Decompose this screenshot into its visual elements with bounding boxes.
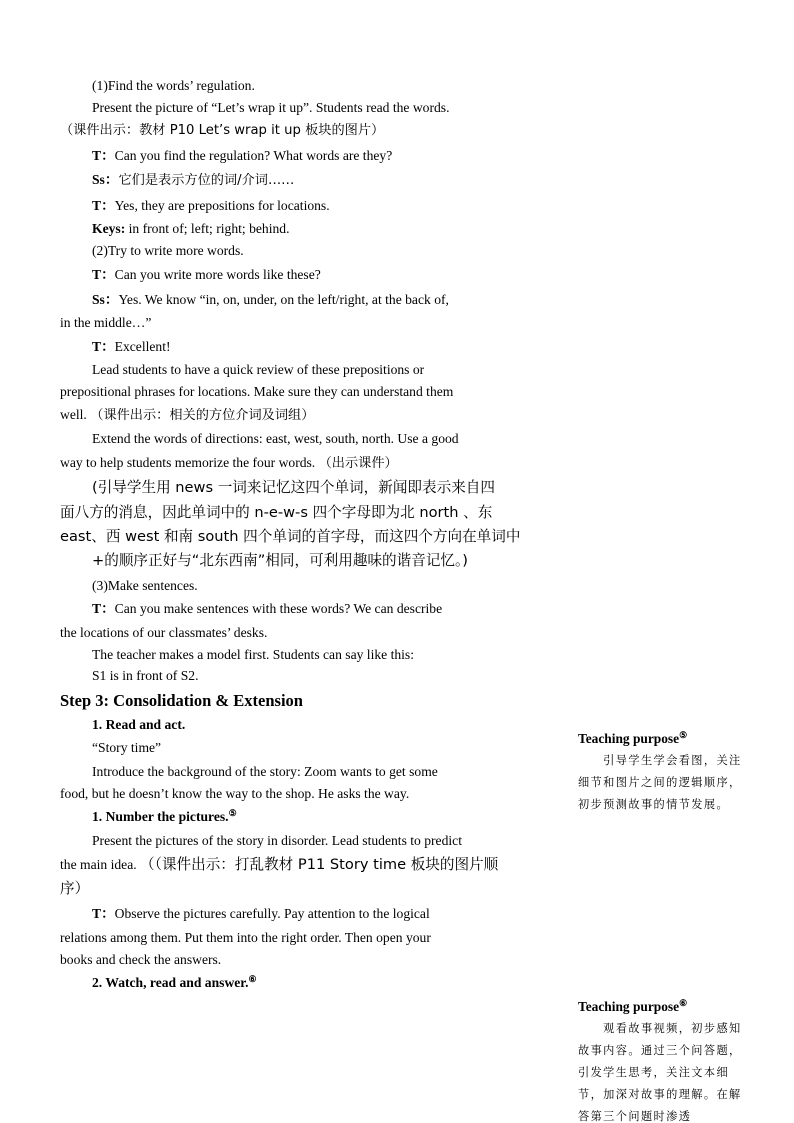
step3-heading: Step 3: Consolidation & Extension (60, 691, 303, 710)
line-lead-students: Lead students to have a quick review of these prepositions or (92, 362, 425, 377)
line-logical-relations: relations among them. Put them into the right order. Then open your (60, 930, 431, 945)
dialog-line: Ss：Yes. We know “in, on, under, on the left/right, at the back of, (92, 292, 449, 307)
speaker: T： (92, 906, 115, 921)
line-chinese-note-1: (引导学生用 news 一词来记忆这四个单词，新闻即表示来自四 (92, 479, 495, 496)
speaker: Ss： (92, 172, 119, 187)
footnote-mark: ⑥ (679, 998, 688, 1008)
line-present-picture: Present the picture of “Let’s wrap it up”. Students read the words. (92, 100, 450, 115)
line-well: well. （课件出示：相关的方位介词及词组） (60, 407, 315, 423)
dialog-line: T：Excellent! (92, 339, 171, 354)
line-story-time: “Story time” (92, 740, 162, 755)
line-chinese-note-2: 面八方的消息，因此单词中的 n-e-w-s 四个字母即为北 north 、东 (60, 504, 493, 521)
speaker: T： (92, 601, 115, 616)
footnote-mark: ⑤ (679, 730, 688, 740)
subheading-number-pictures: 1. Number the pictures.⑤ (92, 808, 237, 824)
dialog-line: T：Can you make sentences with these words? We can describe (92, 601, 443, 616)
line-in-the-middle: in the middle…” (60, 315, 152, 330)
footnote-mark: ⑥ (248, 974, 257, 984)
line-classmates-desks: the locations of our classmates’ desks. (60, 625, 268, 640)
dialog-line: T：Yes, they are prepositions for locations. (92, 198, 330, 213)
line-check-answers: books and check the answers. (60, 952, 222, 967)
teaching-purpose-6-title: Teaching purpose⑥ (578, 998, 688, 1014)
speaker: T： (92, 339, 115, 354)
line-make-sentences: (3)Make sentences. (92, 578, 198, 593)
dialog-line: T：Can you write more words like these? (92, 267, 321, 282)
line-find-words: (1)Find the words’ regulation. (92, 78, 255, 93)
keys-line: Keys: in front of; left; right; behind. (92, 221, 290, 236)
teaching-purpose-5-title: Teaching purpose⑤ (578, 730, 688, 746)
line-order-note: 序） (60, 880, 90, 897)
line-example-sentence: S1 is in front of S2. (92, 668, 199, 683)
line-teacher-model: The teacher makes a model first. Students can say like this: (92, 647, 415, 662)
speaker: T： (92, 198, 115, 213)
line-memorize: way to help students memorize the four words. （出示课件） (60, 455, 398, 471)
line-introduce-background: Introduce the background of the story: Zoom wants to get some (92, 764, 438, 779)
teaching-purpose-6-text: 观看故事视频，初步感知故事内容。通过三个问答题，引发学生思考，关注文本细节，加深对故事的理解。在解答第三个问题时渗透 (578, 1022, 742, 1123)
dialog-line: T：Observe the pictures carefully. Pay attention to the logical (92, 906, 430, 921)
teaching-purpose-5-text: 引导学生学会看图，关注细节和图片之间的逻辑顺序，初步预测故事的情节发展。 (578, 754, 742, 811)
line-chinese-note-4: +的顺序正好与“北东西南”相同，可利用趣味的谐音记忆。) (92, 552, 468, 569)
speaker: T： (92, 148, 115, 163)
line-extend-directions: Extend the words of directions: east, west, south, north. Use a good (92, 431, 459, 446)
dialog-line: Ss：它们是表示方位的词/介词…… (92, 172, 295, 188)
line-prepositional: prepositional phrases for locations. Make sure they can understand them (60, 384, 454, 399)
subheading-watch-read-answer: 2. Watch, read and answer.⑥ (92, 974, 257, 990)
line-present-pictures: Present the pictures of the story in disorder. Lead students to predict (92, 833, 462, 848)
line-try-write: (2)Try to write more words. (92, 243, 244, 258)
line-main-idea: the main idea. （（课件出示：打乱教材 P11 Story time 板块的图片顺 (60, 856, 499, 873)
line-zoom-asks: food, but he doesn’t know the way to the shop. He asks the way. (60, 786, 410, 801)
line-courseware-note: （课件出示：教材 P10 Let’s wrap it up 板块的图片） (60, 123, 385, 138)
subheading-read-and-act: 1. Read and act. (92, 717, 186, 732)
keys-label: Keys: (92, 221, 126, 236)
dialog-line: T：Can you find the regulation? What words are they? (92, 148, 393, 163)
speaker: Ss： (92, 292, 119, 307)
line-chinese-note-3: east、西 west 和南 south 四个单词的首字母，而这四个方向在单词中 (60, 528, 521, 545)
footnote-mark: ⑤ (228, 808, 237, 818)
speaker: T： (92, 267, 115, 282)
